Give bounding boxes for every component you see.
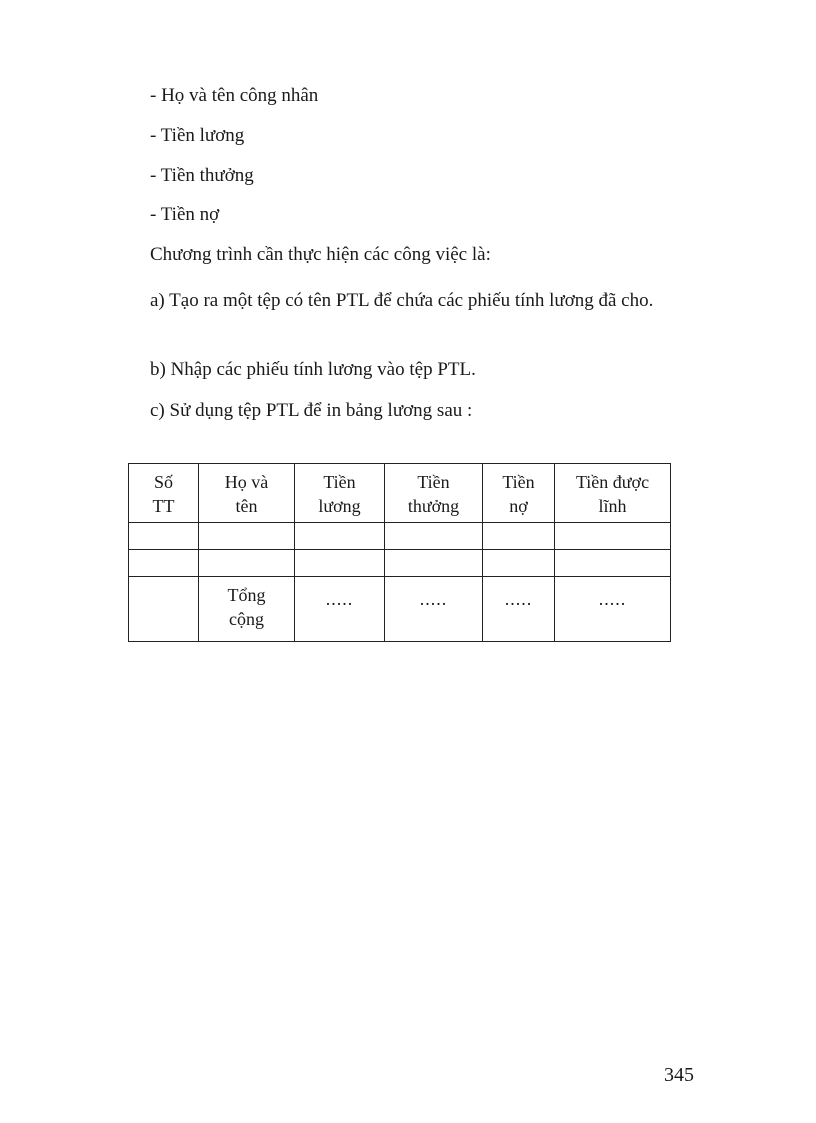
header-ho-ten: Họ và tên: [199, 464, 295, 523]
total-tien-luong: .....: [295, 577, 385, 642]
task-b: b) Nhập các phiếu tính lương vào tệp PTL.: [150, 359, 476, 380]
intro-text: Chương trình cần thực hiện các công việc là:: [150, 244, 491, 265]
table-cell: [483, 550, 555, 577]
header-tien-luong: Tiền lương: [295, 464, 385, 523]
header-tien-no: Tiền nợ: [483, 464, 555, 523]
table-cell: [295, 550, 385, 577]
task-a: a) Tạo ra một tệp có tên PTL để chứa các phiếu tính lương đã cho.: [150, 290, 654, 311]
table-header-row: [129, 464, 671, 523]
total-tien-no: .....: [483, 577, 555, 642]
table-row: [129, 550, 671, 577]
page-number: 345: [664, 1064, 694, 1086]
table-cell: [555, 550, 671, 577]
salary-table: [128, 463, 671, 642]
table-cell: [129, 550, 199, 577]
table-cell: [129, 577, 199, 642]
table-cell: [199, 523, 295, 550]
table-row: [129, 523, 671, 550]
bullet-tien-luong: - Tiền lương: [150, 125, 245, 146]
table-cell: [129, 523, 199, 550]
table-total-row: [129, 577, 671, 642]
table-cell: [199, 550, 295, 577]
total-tien-thuong: .....: [385, 577, 483, 642]
task-c: c) Sử dụng tệp PTL để in bảng lương sau :: [150, 400, 473, 421]
table-cell: [385, 550, 483, 577]
header-so-tt: Số TT: [129, 464, 199, 523]
bullet-tien-no: - Tiền nợ: [150, 204, 220, 225]
header-tien-thuong: Tiền thưởng: [385, 464, 483, 523]
table-cell: [555, 523, 671, 550]
total-tien-duoc-linh: .....: [555, 577, 671, 642]
bullet-ho-ten: - Họ và tên công nhân: [150, 85, 319, 106]
bullet-tien-thuong: - Tiền thưởng: [150, 165, 254, 186]
header-tien-duoc-linh: Tiền được lĩnh: [555, 464, 671, 523]
total-label: Tổng cộng: [199, 577, 295, 642]
table-cell: [385, 523, 483, 550]
table-cell: [295, 523, 385, 550]
table-cell: [483, 523, 555, 550]
